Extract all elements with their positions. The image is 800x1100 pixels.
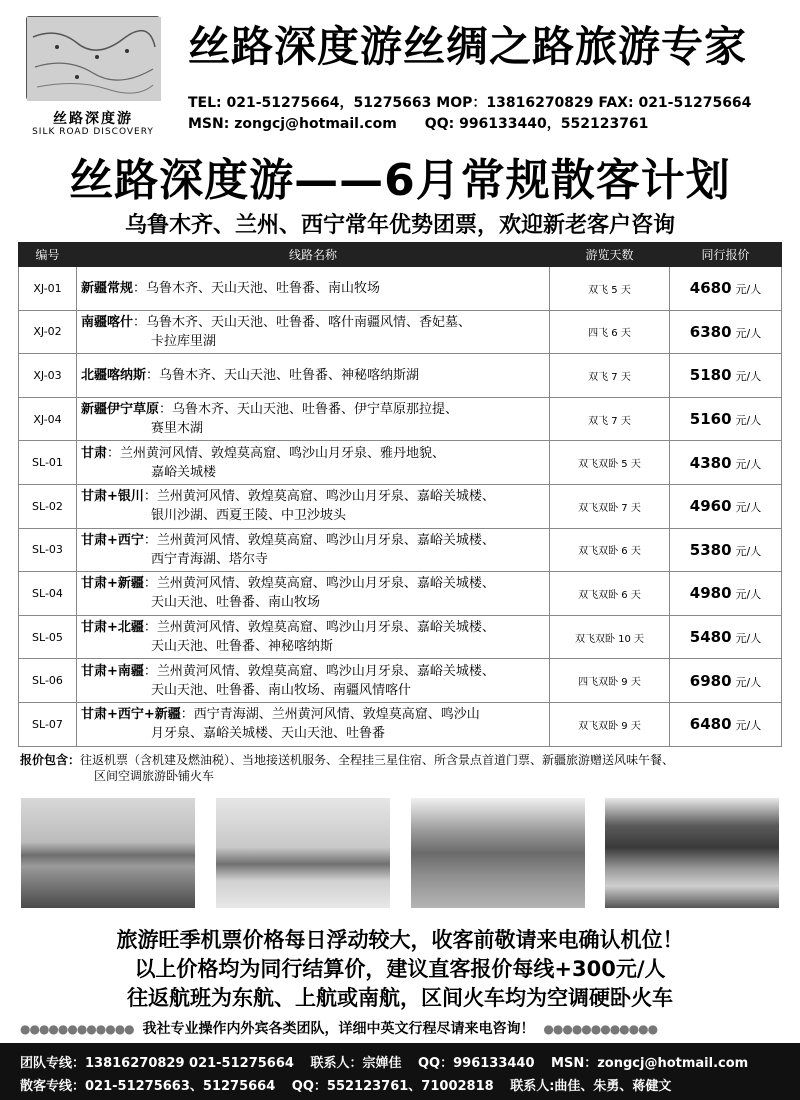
table-row: [19, 572, 782, 616]
price-unit: 元/人: [735, 370, 762, 384]
route-name: 甘肃+银川: [81, 489, 144, 505]
group-hotline: 团队专线：13816270829 021-51275664: [20, 1056, 294, 1071]
header-days: 游览天数: [550, 243, 670, 267]
group-msn[interactable]: MSN：zongcj@hotmail.com: [551, 1056, 749, 1071]
route-name: 新疆常规: [81, 280, 134, 296]
grassland-horses-photo: [411, 798, 585, 908]
includes-text-2: 区间空调旅游卧铺火车: [94, 769, 215, 783]
route-sights-cont: 西宁青海湖、塔尔寺: [151, 551, 269, 567]
footer: [0, 1043, 800, 1100]
route-sights: ：兰州黄河风情、敦煌莫高窟、鸣沙山月牙泉、嘉峪关城楼、: [143, 620, 495, 636]
route-price: 5160: [689, 410, 732, 429]
logo-cn-text: 丝路深度游: [53, 111, 133, 127]
route-days: 双飞双卧 7 天: [550, 484, 670, 528]
route-name: 南疆喀什: [81, 314, 134, 330]
route-sights-cont: 月牙泉、嘉峪关城楼、天山天池、吐鲁番: [151, 726, 386, 742]
route-price-cell: [670, 354, 782, 398]
lake-photo: [21, 798, 195, 908]
route-sights: ：乌鲁木齐、天山天池、吐鲁番、南山牧场: [133, 280, 381, 296]
notices: [0, 926, 800, 1013]
route-sights: ：兰州黄河风情、敦煌莫高窟、鸣沙山月牙泉、嘉峪关城楼、: [143, 489, 495, 505]
route-price-cell: [670, 441, 782, 485]
route-price: 6980: [689, 671, 732, 690]
fit-hotline: 散客专线：021-51275663、51275664: [20, 1079, 276, 1094]
table-row: [19, 702, 782, 746]
table-row: [19, 354, 782, 398]
price-unit: 元/人: [735, 501, 762, 515]
footer-fit-row: [20, 1075, 671, 1094]
service-line: [20, 1018, 790, 1038]
route-code: SL-02: [19, 484, 77, 528]
route-days: 四飞 6 天: [550, 310, 670, 354]
brand-title: 丝路深度游丝绸之路旅游专家: [188, 22, 748, 71]
route-sights: ：兰州黄河风情、敦煌莫高窟、鸣沙山月牙泉、嘉峪关城楼、: [143, 532, 495, 548]
notice-line: 旅游旺季机票价格每日浮动较大，收客前敬请来电确认机位！: [116, 928, 684, 952]
route-sights: ：乌鲁木齐、天山天池、吐鲁番、伊宁草原那拉提、: [159, 402, 459, 418]
route-table: [18, 242, 782, 747]
header-route: 线路名称: [77, 243, 550, 267]
route-price: 6380: [689, 322, 732, 341]
route-name-cell: [77, 267, 550, 311]
page-title: 丝路深度游——6月常规散客计划: [69, 155, 731, 206]
route-sights: ：西宁青海湖、兰州黄河风情、敦煌莫高窟、鸣沙山: [180, 707, 480, 723]
route-price-cell: [670, 528, 782, 572]
route-code: XJ-03: [19, 354, 77, 398]
crescent-spring-photo: [216, 798, 390, 908]
table-header-row: [19, 243, 782, 267]
fit-contact: 联系人:曲佳、朱勇、蒋健文: [510, 1079, 672, 1094]
route-code: XJ-04: [19, 397, 77, 441]
notice-line: 以上价格均为同行结算价，建议直客报价每线+300元/人: [134, 957, 666, 981]
route-code: XJ-01: [19, 267, 77, 311]
route-name: 甘肃+西宁+新疆: [81, 707, 181, 723]
route-name: 甘肃+北疆: [81, 620, 144, 636]
route-price-cell: [670, 310, 782, 354]
route-name-cell: [77, 702, 550, 746]
route-name-cell: [77, 615, 550, 659]
table-row: [19, 310, 782, 354]
kanas-lake-photo: [605, 798, 779, 908]
route-price: 4960: [689, 497, 732, 516]
route-code: SL-04: [19, 572, 77, 616]
table-row: [19, 528, 782, 572]
route-name: 甘肃+新疆: [81, 576, 144, 592]
price-unit: 元/人: [735, 326, 762, 340]
footer-group-row: [20, 1052, 748, 1071]
fit-qq: QQ：552123761、71002818: [291, 1079, 494, 1094]
header-price: 同行报价: [670, 243, 782, 267]
price-includes: [20, 752, 790, 784]
route-name-cell: [77, 528, 550, 572]
group-contact: 联系人：宗婵佳: [310, 1056, 402, 1071]
route-sights-cont: 天山天池、吐鲁番、南山牧场、南疆风情喀什: [151, 682, 412, 698]
price-unit: 元/人: [735, 457, 762, 471]
route-sights-cont: 赛里木湖: [151, 421, 204, 437]
route-price: 5380: [689, 540, 732, 559]
route-days: 双飞双卧 6 天: [550, 572, 670, 616]
route-sights: ：兰州黄河风情、敦煌莫高窟、鸣沙山月牙泉、雅丹地貌、: [107, 445, 446, 461]
route-name-cell: [77, 397, 550, 441]
route-sights: ：兰州黄河风情、敦煌莫高窟、鸣沙山月牙泉、嘉峪关城楼、: [143, 576, 495, 592]
route-price-cell: [670, 659, 782, 703]
includes-text-1: 往返机票（含机建及燃油税）、当地接送机服务、全程挂三星住宿、所含景点首道门票、新疆旅游赠送风味午餐、: [80, 753, 675, 767]
route-table-body: [19, 267, 782, 747]
price-unit: 元/人: [735, 675, 762, 689]
route-code: SL-05: [19, 615, 77, 659]
route-code: SL-01: [19, 441, 77, 485]
route-price: 5480: [689, 628, 732, 647]
group-qq: QQ：996133440: [418, 1056, 535, 1071]
route-name: 北疆喀纳斯: [81, 367, 147, 383]
silk-road-map-icon: [26, 16, 160, 100]
table-row: [19, 484, 782, 528]
header: [0, 0, 800, 140]
price-unit: 元/人: [735, 544, 762, 558]
price-unit: 元/人: [735, 283, 762, 297]
table-row: [19, 397, 782, 441]
price-unit: 元/人: [735, 719, 762, 733]
table-row: [19, 615, 782, 659]
route-days: 双飞 7 天: [550, 397, 670, 441]
route-price-cell: [670, 397, 782, 441]
contact-msn[interactable]: MSN: zongcj@hotmail.com: [188, 116, 397, 132]
header-code: 编号: [19, 243, 77, 267]
route-name-cell: [77, 484, 550, 528]
route-price: 5180: [689, 366, 732, 385]
contact-qq: QQ: 996133440，552123761: [424, 116, 649, 132]
route-price-cell: [670, 484, 782, 528]
notice-line: 往返航班为东航、上航或南航，区间火车均为空调硬卧火车: [127, 986, 673, 1010]
route-days: 双飞双卧 9 天: [550, 702, 670, 746]
route-sights: ：乌鲁木齐、天山天池、吐鲁番、神秘喀纳斯湖: [146, 367, 420, 383]
service-text: 我社专业操作内外宾各类团队，详细中英文行程尽请来电咨询！: [142, 1021, 535, 1037]
dots-decoration-right: ●●●●●●●●●●●●: [543, 1022, 658, 1036]
route-price-cell: [670, 267, 782, 311]
route-name: 甘肃: [81, 445, 108, 461]
route-name-cell: [77, 659, 550, 703]
route-price: 4380: [689, 453, 732, 472]
page-subtitle: 乌鲁木齐、兰州、西宁常年优势团票，欢迎新老客户咨询: [124, 213, 675, 238]
route-price-cell: [670, 572, 782, 616]
route-price-cell: [670, 615, 782, 659]
contact-line-2: [188, 113, 648, 133]
route-name: 甘肃+南疆: [81, 663, 144, 679]
table-row: [19, 441, 782, 485]
route-name-cell: [77, 310, 550, 354]
logo-en-text: SILK ROAD DISCOVERY: [32, 127, 154, 137]
route-days: 双飞双卧 6 天: [550, 528, 670, 572]
contact-line-1: TEL: 021-51275664，51275663 MOP：13816270829 FAX: 021-51275664: [188, 95, 752, 111]
route-price: 4980: [689, 584, 732, 603]
price-unit: 元/人: [735, 632, 762, 646]
route-code: SL-06: [19, 659, 77, 703]
route-sights: ：兰州黄河风情、敦煌莫高窟、鸣沙山月牙泉、嘉峪关城楼、: [143, 663, 495, 679]
route-sights: ：乌鲁木齐、天山天池、吐鲁番、喀什南疆风情、香妃墓、: [133, 314, 472, 330]
route-sights-cont: 卡拉库里湖: [151, 333, 217, 349]
route-sights-cont: 银川沙湖、西夏王陵、中卫沙坡头: [151, 508, 347, 524]
route-code: SL-03: [19, 528, 77, 572]
table-row: [19, 267, 782, 311]
route-sights-cont: 天山天池、吐鲁番、南山牧场: [151, 595, 321, 611]
route-price-cell: [670, 702, 782, 746]
logo: [18, 12, 168, 137]
route-price: 6480: [689, 715, 732, 734]
route-days: 双飞双卧 5 天: [550, 441, 670, 485]
table-row: [19, 659, 782, 703]
route-name: 新疆伊宁草原: [81, 402, 160, 418]
route-sights-cont: 嘉峪关城楼: [151, 464, 217, 480]
route-days: 双飞 5 天: [550, 267, 670, 311]
price-unit: 元/人: [735, 414, 762, 428]
route-name-cell: [77, 572, 550, 616]
route-code: SL-07: [19, 702, 77, 746]
route-days: 四飞双卧 9 天: [550, 659, 670, 703]
route-name: 甘肃+西宁: [81, 532, 144, 548]
route-name-cell: [77, 354, 550, 398]
route-code: XJ-02: [19, 310, 77, 354]
route-days: 双飞双卧 10 天: [550, 615, 670, 659]
route-name-cell: [77, 441, 550, 485]
route-price: 4680: [689, 279, 732, 298]
price-unit: 元/人: [735, 588, 762, 602]
includes-label: 报价包含：: [20, 753, 81, 767]
route-sights-cont: 天山天池、吐鲁番、神秘喀纳斯: [151, 639, 334, 655]
dots-decoration-left: ●●●●●●●●●●●●: [20, 1022, 134, 1036]
route-days: 双飞 7 天: [550, 354, 670, 398]
